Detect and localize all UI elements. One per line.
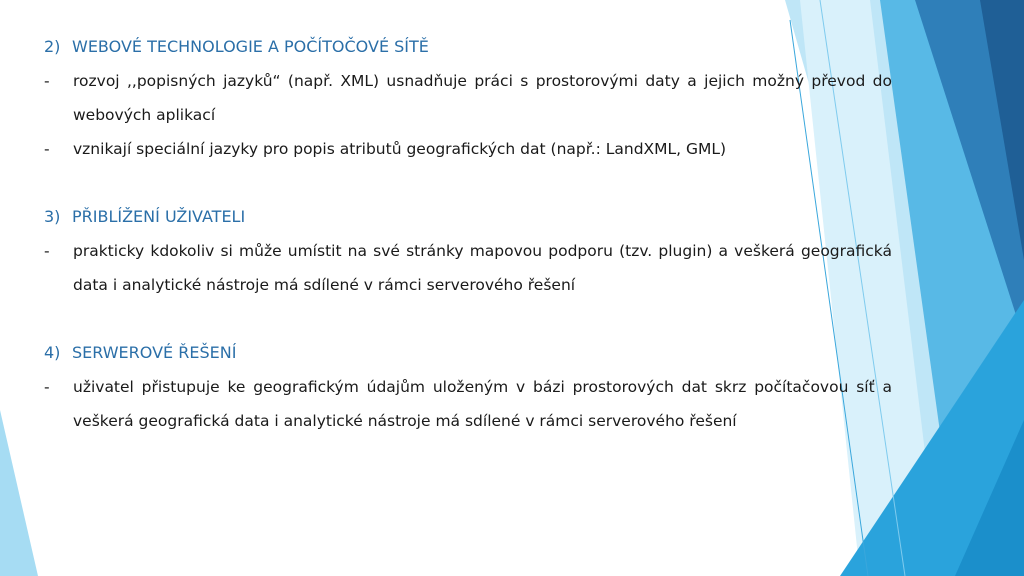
section-heading [44, 336, 892, 370]
section-user-approach [44, 200, 892, 302]
section-heading [44, 200, 892, 234]
section-number: 2) [44, 37, 61, 56]
bullet-text: uživatel přistupuje ke geografickým údajům uloženým v bázi prostorových dat skrz počítačovou síť a veškerá geografická data i analytické nástroje má sdílené v rámci serverového řešení [73, 378, 892, 430]
bullet-marker: - [44, 242, 50, 260]
bullet-text: vznikají speciální jazyky pro popis atributů geografických dat (např.: LandXML, GML) [73, 140, 727, 158]
bullet-marker: - [44, 140, 50, 158]
bullet-text: prakticky kdokoliv si může umístit na své stránky mapovou podporu (tzv. plugin) a veškerá geografická data i analytické nástroje má sdílené v rámci serverového řešení [73, 242, 892, 294]
slide-content [44, 30, 892, 438]
section-number: 4) [44, 343, 61, 362]
section-web-technologies [44, 30, 892, 166]
section-title: PŘIBLÍŽENÍ UŽIVATELI [72, 207, 246, 226]
bullet-marker: - [44, 378, 50, 396]
section-title: WEBOVÉ TECHNOLOGIE A POČÍTOČOVÉ SÍTĚ [72, 37, 429, 56]
bullet-item [44, 370, 892, 438]
bullet-item [44, 132, 892, 166]
bullet-text: rozvoj ,,popisných jazyků“ (např. XML) usnadňuje práci s prostorovými daty a jejich možný převod do webových aplikací [73, 72, 892, 124]
bullet-marker: - [44, 72, 50, 90]
section-title: SERWEROVÉ ŘEŠENÍ [72, 343, 237, 362]
section-server-solution [44, 336, 892, 438]
left-wedge-shape [0, 410, 38, 576]
section-number: 3) [44, 207, 61, 226]
bullet-item [44, 64, 892, 132]
bullet-item [44, 234, 892, 302]
section-heading [44, 30, 892, 64]
